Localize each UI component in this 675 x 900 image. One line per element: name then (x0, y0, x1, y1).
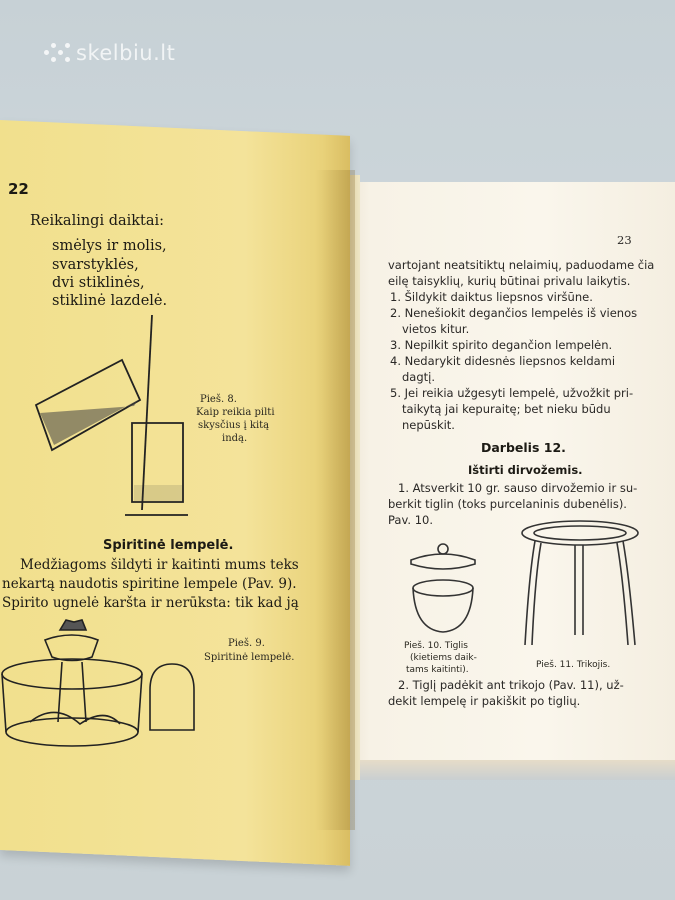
exercise-subtitle: Ištirti dirvožemis. (468, 463, 583, 477)
figure-11-caption: Pieš. 11. Trikojis. (536, 660, 611, 670)
watermark-text: skelbiu.lt (76, 41, 176, 65)
material-item: svarstyklės, (52, 257, 139, 273)
paragraph-line: nekartą naudotis spiritine lempele (Pav. 9). (2, 576, 297, 592)
material-item: dvi stiklinės, (52, 275, 145, 291)
figure-9-caption-line: Spiritinė lempelė. (204, 652, 295, 663)
step-1-line: Pav. 10. (388, 513, 433, 527)
page-edge (335, 760, 675, 780)
rule-line: vietos kitur. (402, 322, 470, 336)
figure-8-caption-line: skysčius į kitą (198, 420, 270, 431)
crucible-illustration (405, 540, 485, 635)
rule-line: dagtį. (402, 370, 436, 384)
rule-line: 2. Nenešiokit degančios lempelės iš vienos (390, 306, 638, 320)
rule-line: 3. Nepilkit spirito degančion lempelėn. (390, 338, 613, 352)
spirit-lamp-illustration (0, 612, 215, 757)
figure-8-caption-line: Kaip reikia pilti (196, 407, 275, 418)
figure-8-caption-line: Pieš. 8. (200, 394, 237, 405)
right-page-number: 23 (617, 233, 632, 247)
watermark-logo-icon (44, 40, 70, 66)
intro-line: eilę taisyklių, kurių būtinai privalu laikytis. (388, 274, 631, 288)
rule-line: 4. Nedarykit didesnės liepsnos keldami (390, 354, 616, 368)
rule-line: 5. Jei reikia užgesyti lempelė, užvožkit pri- (390, 386, 634, 400)
materials-heading: Reikalingi daiktai: (30, 213, 165, 229)
material-item: stiklinė lazdelė. (52, 293, 168, 309)
rule-line: 1. Šildykit daiktus liepsnos viršūne. (390, 290, 593, 304)
pouring-liquid-illustration (30, 310, 200, 525)
page-curve-shadow (315, 170, 355, 830)
paragraph-line: Spirito ugnelė karšta ir nerūksta: tik kad ją (2, 595, 299, 611)
watermark (44, 40, 175, 66)
step-1-line: 1. Atsverkit 10 gr. sauso dirvožemio ir su- (398, 481, 638, 495)
rule-line: taikytą jai kepuraitę; bet nieku būdu (402, 402, 611, 416)
tripod-illustration (515, 515, 645, 655)
intro-line: vartojant neatsitiktų nelaimių, paduodame čia (388, 258, 655, 272)
section-title: Spiritinė lempelė. (103, 538, 234, 553)
figure-9-caption-line: Pieš. 9. (228, 638, 265, 649)
step-2-line: 2. Tiglį padėkit ant trikojo (Pav. 11), už- (398, 678, 624, 692)
step-2-line: dekit lempelę ir pakiškit po tiglių. (388, 694, 581, 708)
paragraph-line: Medžiagoms šildyti ir kaitinti mums teks (20, 557, 299, 573)
figure-10-caption-line: (kietiems daik- (410, 653, 477, 663)
exercise-title: Darbelis 12. (481, 440, 566, 455)
figure-10-caption-line: Pieš. 10. Tiglis (404, 641, 468, 651)
step-1-line: berkit tiglin (toks purcelaninis dubenėlis). (388, 497, 627, 511)
left-page-number: 22 (8, 180, 29, 198)
rule-line: nepūskit. (402, 418, 455, 432)
material-item: smėlys ir molis, (52, 238, 167, 254)
figure-10-caption-line: tams kaitinti). (406, 665, 469, 675)
figure-8-caption-line: indą. (222, 433, 248, 444)
